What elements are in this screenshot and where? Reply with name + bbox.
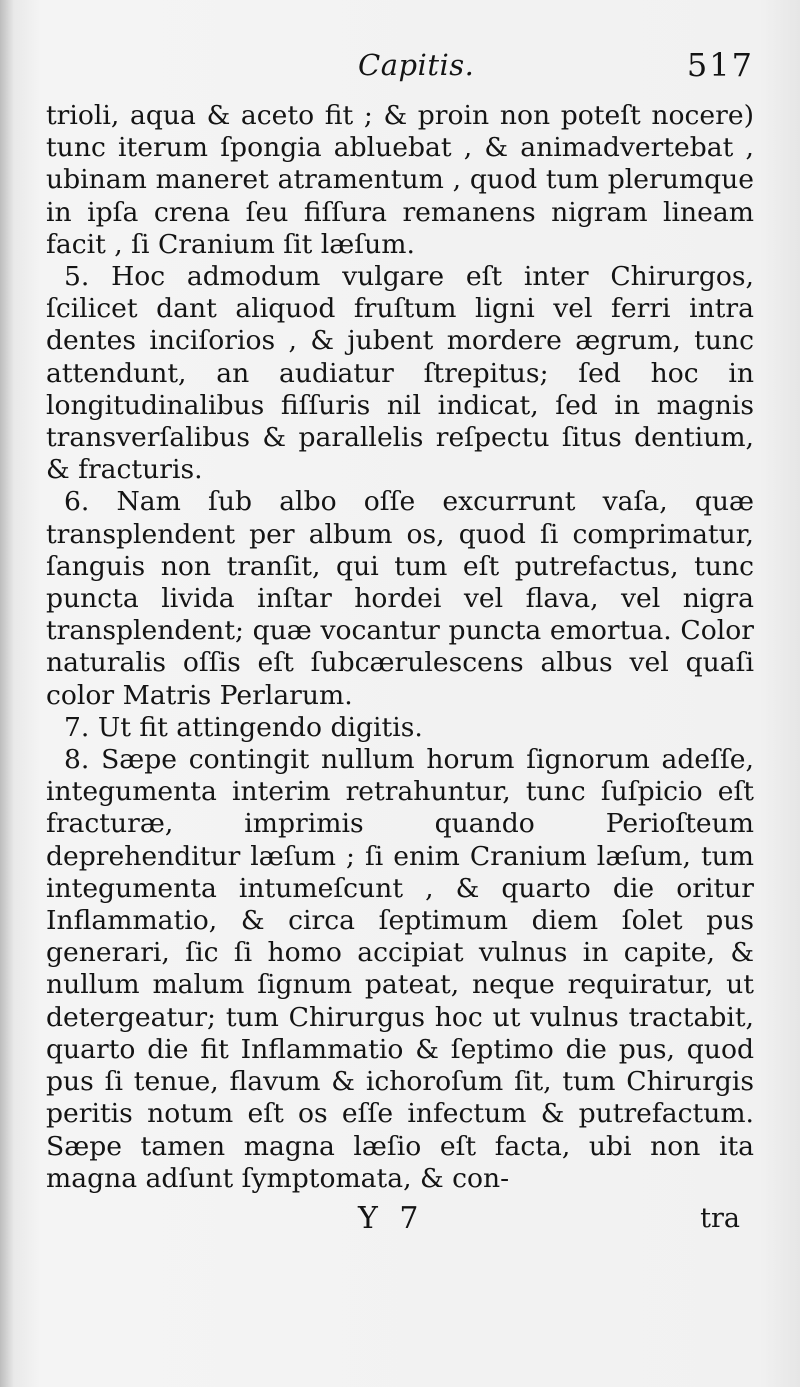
page-header [46,44,754,100]
body-text [46,100,754,1195]
paragraph-continuation: trioli, aqua & aceto fit ; & proin non poteſt nocere) tunc iterum ſpongia abluebat , & animadvertebat , ubinam maneret atramentum , quod tum plerumque in ipſa crena ſeu fiſſura remanens nigram lineam facit , ſi Cranium ſit læſum. [46,100,754,260]
running-head: Capitis. [358,48,475,82]
catchword: tra [700,1202,740,1234]
page-footer [46,1201,754,1241]
paragraph-5: 5. Hoc admodum vulgare eſt inter Chirurgos, ſcilicet dant aliquod fruſtum ligni vel ferri intra dentes inciſorios , & jubent mordere ægrum, tunc attendunt, an audiatur ſtrepitus; ſed hoc in longitudinalibus fiſſuris nil indicat, ſed in magnis transverſalibus & parallelis reſpectu ſitus dentium, & fracturis. [46,261,754,486]
signature-mark: Y 7 [358,1200,425,1236]
paragraph-7: 7. Ut fit attingendo digitis. [64,711,423,743]
page-number: 517 [686,46,754,84]
paragraph-8: 8. Sæpe contingit nullum horum ſignorum adeſſe, integumenta interim retrahuntur, tunc ſuſpicio eſt fracturæ, imprimis quando Perioſteum deprehenditur læſum ; ſi enim Cranium læſum, tum integumenta intumeſcunt , & quarto die oritur Inflammatio, & circa ſeptimum diem ſolet pus generari, ſic ſi homo accipiat vulnus in capite, & nullum malum ſignum pateat, neque requiratur, ut detergeatur; tum Chirurgus hoc ut vulnus tractabit, quarto die fit Inflammatio & ſeptimo die pus, quod pus ſi tenue, flavum & ichoroſum ſit, tum Chirurgis peritis notum eſt os eſſe infectum & putrefactum. Sæpe tamen magna læſio eſt facta, ubi non ita magna adſunt ſymptomata, & con- [46,744,754,1194]
paragraph-6: 6. Nam ſub albo oſſe excurrunt vaſa, quæ transplendent per album os, quod ſi comprimatur, ſanguis non tranſit, qui tum eſt putrefactus, tunc puncta livida inſtar hordei vel flava, vel nigra transplendent; quæ vocantur puncta emortua. Color naturalis oſſis eſt ſubcærulescens albus vel quaſi color Matris Perlarum. [46,486,754,711]
text-block [46,44,754,1364]
